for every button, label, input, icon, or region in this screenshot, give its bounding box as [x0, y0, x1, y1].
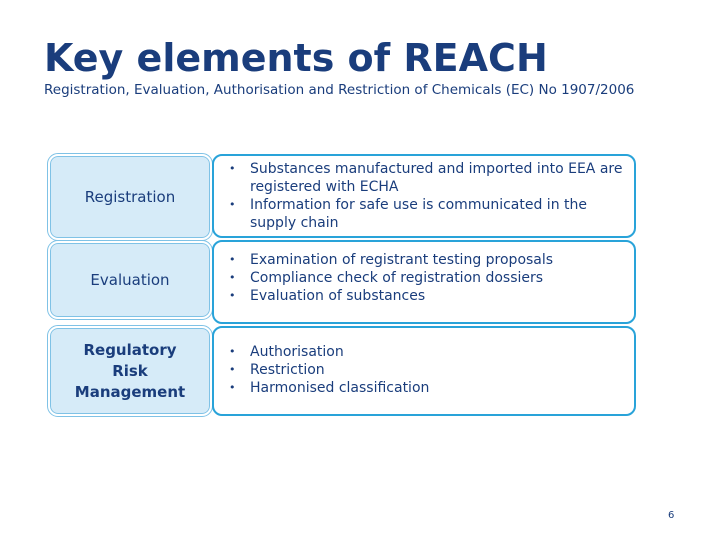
bullet-item: • Information for safe use is communicated in the supply chain — [226, 196, 626, 232]
row-details-evaluation — [212, 240, 636, 324]
row-details-registration — [212, 154, 636, 238]
bullet-item: • Substances manufactured and imported into EEA are registered with ECHA — [226, 160, 626, 196]
bullet-item: • Compliance check of registration dossiers — [226, 269, 626, 287]
bullet-item: • Evaluation of substances — [226, 287, 626, 305]
bullet-item: • Examination of registrant testing proposals — [226, 251, 626, 269]
bullet-list — [226, 251, 626, 305]
row-details-regulatory-risk-management — [212, 326, 636, 416]
row-label-evaluation — [48, 241, 212, 319]
row-label-text: Evaluation — [90, 271, 170, 289]
slide-title: Key elements of REACH — [44, 36, 548, 80]
row-label-registration — [48, 154, 212, 240]
bullet-item: • Harmonised classification — [226, 379, 626, 397]
row-label-regulatory-risk-management — [48, 326, 212, 416]
row-label-text: Registration — [84, 188, 176, 206]
row-label-text: Regulatory Risk Management — [74, 340, 186, 401]
bullet-item: • Authorisation — [226, 343, 626, 361]
bullet-item: • Restriction — [226, 361, 626, 379]
page-number: 6 — [668, 510, 675, 521]
slide-subtitle: Registration, Evaluation, Authorisation and Restriction of Chemicals (EC) No 1907/2006 — [44, 82, 635, 98]
bullet-list — [226, 343, 626, 397]
bullet-list — [226, 160, 626, 232]
